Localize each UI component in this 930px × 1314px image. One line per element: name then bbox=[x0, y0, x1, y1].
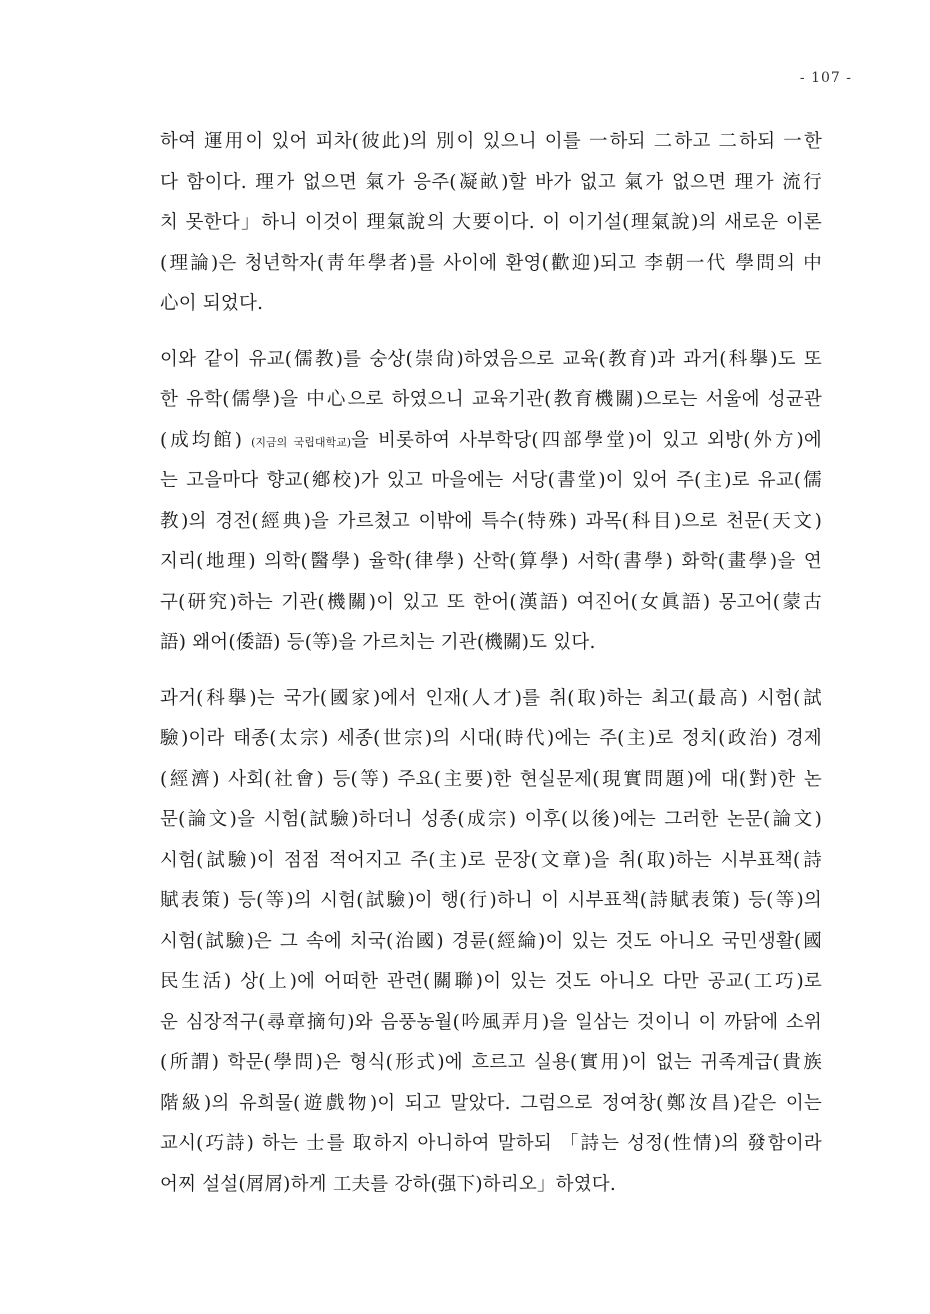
text-line: 하여 運用이 있어 피차(彼此)의 別이 있으니 이를 一하되 二하고 二하되 一한 bbox=[160, 131, 822, 152]
text-line: 教)의 경전(經典)을 가르쳤고 이밖에 특수(特殊) 과목(科目)으로 천문(天文) bbox=[160, 510, 822, 532]
text-line: 구(研究)하는 기관(機關)이 있고 또 한어(漢語) 여진어(女眞語) 몽고어(蒙古 bbox=[160, 591, 822, 613]
paragraph-2 bbox=[160, 340, 822, 664]
text-line: (經濟) 사회(社會) 등(等) 주요(主要)한 현실문제(現實問題)에 대(對)한 논 bbox=[160, 768, 822, 790]
text-line: 心이 되었다. bbox=[160, 293, 264, 314]
text-line: 한 유학(儒學)을 中心으로 하였으니 교육기관(教育機關)으로는 서울에 성균관 bbox=[160, 389, 822, 410]
text-line: 다 함이다. 理가 없으면 氣가 응주(凝畝)할 바가 없고 氣가 없으면 理가 流行 bbox=[160, 171, 822, 193]
text-line: 시험(試驗)이 점점 적어지고 주(主)로 문장(文章)을 취(取)하는 시부표책(詩 bbox=[160, 849, 822, 871]
document-body bbox=[160, 122, 822, 1220]
text-line: 이와 같이 유교(儒教)를 숭상(崇尙)하였음으로 교육(教育)과 과거(科擧)도 또 bbox=[160, 348, 822, 370]
text-line: 驗)이라 태종(太宗) 세종(世宗)의 시대(時代)에는 주(主)로 정치(政治) 경제 bbox=[160, 728, 822, 749]
text-line-with-note bbox=[160, 421, 822, 462]
text-line: 階級)의 유희물(遊戲物)이 되고 말았다. 그럼으로 정여창(鄭汝昌)같은 이는 bbox=[160, 1092, 822, 1114]
text-line: (所謂) 학문(學問)은 형식(形式)에 흐르고 실용(實用)이 없는 귀족계급(貴族 bbox=[160, 1052, 822, 1073]
text-line: 지리(地理) 의학(醫學) 율학(律學) 산학(算學) 서학(書學) 화학(畫學)을 연 bbox=[160, 551, 822, 572]
text-line: 교시(巧詩) 하는 士를 取하지 아니하여 말하되 「詩는 성정(性情)의 發함이라 bbox=[160, 1133, 822, 1154]
text-segment: 을 비롯하여 사부학당(四部學堂)이 있고 외방(外方)에 bbox=[351, 429, 822, 451]
text-line: 어찌 설설(屑屑)하게 工夫를 강하(强下)하리오」하였다. bbox=[160, 1173, 616, 1195]
paragraph-1 bbox=[160, 122, 822, 325]
text-segment: (成均館) bbox=[160, 429, 243, 451]
text-line: 운 심장적구(尋章摘句)와 음풍농월(吟風弄月)을 일삼는 것이니 이 까닭에 소위 bbox=[160, 1011, 822, 1033]
text-line: 시험(試驗)은 그 속에 치국(治國) 경륜(經綸)이 있는 것도 아니오 국민생활(國 bbox=[160, 930, 822, 952]
text-line: 賦表策) 등(等)의 시험(試驗)이 행(行)하니 이 시부표책(詩賦表策) 등(等)의 bbox=[160, 890, 822, 911]
paragraph-3 bbox=[160, 679, 822, 1206]
text-line: 문(論文)을 시험(試驗)하더니 성종(成宗) 이후(以後)에는 그러한 논문(論文) bbox=[160, 809, 822, 830]
text-line: 치 못한다」하니 이것이 理氣說의 大要이다. 이 이기설(理氣說)의 새로운 이론 bbox=[160, 212, 822, 233]
text-line: (理論)은 청년학자(靑年學者)를 사이에 환영(歡迎)되고 李朝一代 學問의 中 bbox=[160, 252, 822, 274]
text-line: 語) 왜어(倭語) 등(等)을 가르치는 기관(機關)도 있다. bbox=[160, 632, 596, 653]
text-line: 과거(科擧)는 국가(國家)에서 인재(人才)를 취(取)하는 최고(最高) 시험(試 bbox=[160, 687, 822, 709]
inline-note: (지금의 국립대학교) bbox=[251, 435, 351, 449]
page-number: - 107 - bbox=[799, 70, 852, 86]
text-line: 民生活) 상(上)에 어떠한 관련(關聯)이 있는 것도 아니오 다만 공교(工巧)로 bbox=[160, 971, 822, 992]
text-line: 는 고을마다 향교(鄕校)가 있고 마을에는 서당(書堂)이 있어 주(主)로 유교(儒 bbox=[160, 470, 822, 491]
